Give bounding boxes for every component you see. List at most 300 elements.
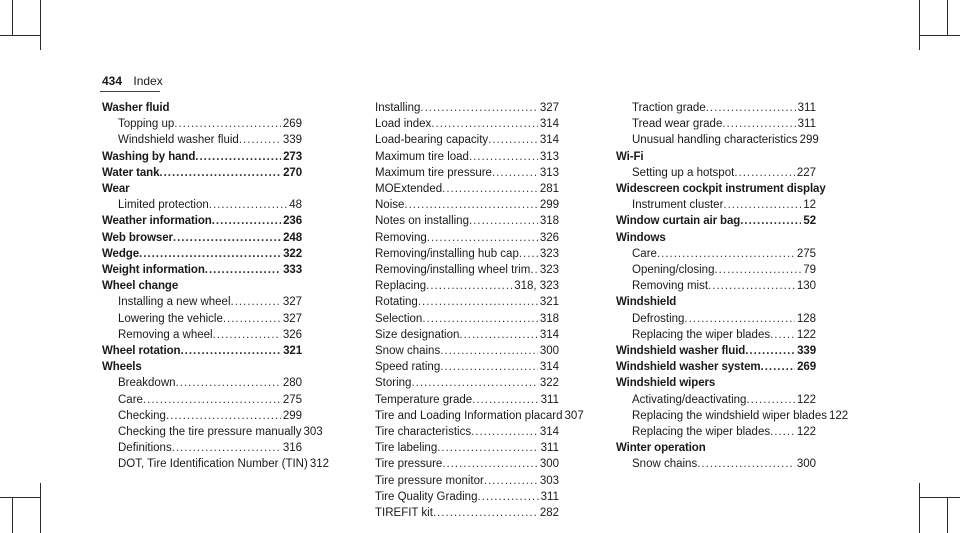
index-term: Removing	[375, 231, 427, 244]
dot-leader	[519, 246, 538, 262]
dot-leader	[180, 343, 281, 359]
index-term: Breakdown	[118, 377, 176, 390]
dot-leader	[431, 116, 538, 132]
index-subentry[interactable]	[359, 473, 559, 489]
page-reference[interactable]: 326	[539, 231, 559, 244]
crop-mark-bl-h	[0, 497, 40, 498]
dot-leader	[723, 197, 801, 213]
index-term: Widescreen cockpit instrument display	[616, 183, 826, 196]
dot-leader	[172, 440, 281, 456]
index-heading[interactable]	[102, 343, 302, 359]
index-term: Wedge	[102, 247, 139, 260]
dot-leader	[159, 165, 281, 181]
crop-mark-tl-v2	[12, 0, 13, 35]
index-subentry[interactable]	[616, 311, 816, 327]
page-reference[interactable]: 327	[282, 312, 302, 325]
index-subentry[interactable]	[359, 165, 559, 181]
page-reference[interactable]: 318, 323	[514, 280, 559, 293]
page-reference[interactable]: 333	[283, 264, 302, 277]
index-subentry[interactable]	[616, 392, 816, 408]
page-reference[interactable]: 128	[796, 312, 816, 325]
page-reference[interactable]: 322	[539, 377, 559, 390]
page-reference[interactable]: 323	[539, 264, 559, 277]
page-reference[interactable]: 321	[283, 345, 302, 358]
index-subentry[interactable]	[102, 392, 302, 408]
index-term: Selection	[375, 312, 423, 325]
crop-mark-tr-v	[919, 0, 920, 50]
index-entry	[616, 294, 816, 343]
index-term: Defrosting	[632, 312, 685, 325]
index-term: Tire labeling	[375, 442, 438, 455]
index-term: Windshield washer fluid	[616, 345, 746, 358]
dot-leader	[433, 505, 538, 521]
index-term: Topping up	[118, 118, 175, 131]
index-heading[interactable]	[616, 149, 816, 165]
page-reference[interactable]: 300	[796, 458, 816, 471]
index-term: Maximum tire pressure	[375, 166, 492, 179]
index-term: Unusual handling characteristics	[632, 134, 798, 147]
dot-leader	[440, 359, 538, 375]
page-reference[interactable]: 313	[539, 166, 559, 179]
index-entry	[102, 278, 302, 343]
page-reference[interactable]: 281	[539, 183, 559, 196]
index-subentry[interactable]	[102, 327, 302, 343]
index-term: Rotating	[375, 296, 418, 309]
index-term: Wear	[102, 183, 130, 196]
page-reference[interactable]: 280	[282, 377, 302, 390]
page-reference[interactable]: 314	[539, 118, 559, 131]
dot-leader	[746, 392, 794, 408]
crop-mark-bl-v2	[12, 498, 13, 533]
index-term: Replacing the wiper blades	[632, 426, 771, 439]
index-heading[interactable]	[102, 230, 302, 246]
dot-leader	[684, 311, 794, 327]
dot-leader	[442, 181, 538, 197]
index-subentry[interactable]	[616, 246, 816, 262]
page-reference[interactable]: 314	[539, 426, 559, 439]
index-term: TIREFIT kit	[375, 507, 433, 520]
dot-leader	[420, 100, 537, 116]
page-reference[interactable]: 299	[282, 409, 302, 422]
index-subentry[interactable]	[359, 456, 559, 472]
index-term: Replacing the wiper blades	[632, 328, 771, 341]
page-reference[interactable]: 130	[796, 280, 816, 293]
dot-leader	[411, 375, 537, 391]
index-entry	[616, 100, 819, 149]
index-term: Removing a wheel	[118, 328, 213, 341]
index-entry	[616, 359, 816, 375]
index-subentry[interactable]	[616, 424, 816, 440]
page-reference[interactable]: 303	[303, 426, 323, 439]
page-reference[interactable]: 227	[796, 166, 816, 179]
index-heading[interactable]	[102, 149, 302, 165]
index-term: Windshield washer system	[616, 361, 761, 374]
index-heading[interactable]	[102, 181, 302, 197]
index-entry	[102, 230, 302, 246]
index-term: Washing by hand	[102, 150, 196, 163]
index-entry	[616, 375, 849, 440]
page-reference[interactable]: 321	[539, 296, 559, 309]
page-reference[interactable]: 275	[282, 393, 302, 406]
index-term: Storing	[375, 377, 412, 390]
index-entry	[102, 213, 302, 229]
page-reference[interactable]: 122	[796, 393, 816, 406]
page-reference[interactable]: 318	[539, 215, 559, 228]
index-column-3	[616, 100, 849, 473]
dot-leader	[745, 343, 795, 359]
index-term: Tire pressure monitor	[375, 474, 484, 487]
dot-leader	[195, 149, 281, 165]
page-reference[interactable]: 312	[309, 458, 329, 471]
page-reference[interactable]: 236	[283, 215, 302, 228]
index-term: Noise	[375, 199, 405, 212]
page-reference[interactable]: 273	[283, 150, 302, 163]
page-reference[interactable]: 323	[539, 247, 559, 260]
index-term: Removing mist	[632, 280, 709, 293]
page-reference[interactable]: 311	[797, 102, 816, 114]
index-term: Instrument cluster	[632, 199, 724, 212]
crop-mark-br-v2	[947, 498, 948, 533]
index-column-2	[359, 100, 584, 521]
dot-leader	[472, 392, 538, 408]
page-reference[interactable]: 300	[539, 458, 559, 471]
crop-mark-bl-v	[40, 483, 41, 533]
index-subentry[interactable]	[359, 197, 559, 213]
index-subentry[interactable]	[102, 294, 302, 310]
index-heading[interactable]	[102, 278, 302, 294]
page-reference[interactable]: 79	[803, 264, 816, 277]
page-reference[interactable]: 275	[796, 247, 816, 260]
index-subentry[interactable]	[616, 165, 816, 181]
index-term: Tire Quality Grading	[375, 490, 478, 503]
index-term: Replacing	[375, 280, 427, 293]
index-subentry[interactable]	[359, 213, 559, 229]
index-entry	[616, 343, 816, 359]
index-subentry[interactable]	[102, 311, 302, 327]
index-subentry[interactable]	[359, 246, 559, 262]
index-heading[interactable]	[102, 165, 302, 181]
index-term: Window curtain air bag	[616, 215, 741, 228]
page-reference[interactable]: 269	[797, 361, 816, 374]
index-entry	[616, 440, 816, 472]
dot-leader	[139, 246, 281, 262]
dot-leader	[174, 116, 281, 132]
index-subentry[interactable]	[616, 278, 816, 294]
index-term: DOT, Tire Identification Number (TIN)	[118, 458, 308, 471]
index-subentry[interactable]	[359, 505, 559, 521]
index-term: Speed rating	[375, 361, 441, 374]
index-term: Installing a new wheel	[118, 296, 231, 309]
dot-leader	[176, 375, 281, 391]
page-reference[interactable]: 300	[539, 345, 559, 358]
dot-leader	[459, 327, 537, 343]
index-entry	[102, 165, 302, 181]
dot-leader	[657, 246, 795, 262]
dot-leader	[173, 230, 281, 246]
page-reference[interactable]: 339	[797, 345, 816, 358]
dot-leader	[239, 132, 281, 148]
index-term: Lowering the vehicle	[118, 312, 223, 325]
dot-leader	[440, 343, 538, 359]
index-subentry[interactable]	[359, 343, 559, 359]
index-term: Snow chains	[375, 345, 441, 358]
index-term: Windshield	[616, 296, 677, 309]
dot-leader	[714, 262, 801, 278]
index-subentry[interactable]	[359, 278, 559, 294]
crop-mark-tl-v	[40, 0, 41, 50]
page-reference[interactable]: 326	[282, 328, 302, 341]
page-reference[interactable]: 122	[796, 328, 816, 341]
index-subentry[interactable]	[616, 197, 816, 213]
page-reference[interactable]: 303	[539, 474, 559, 487]
dot-leader	[770, 424, 795, 440]
index-term: Weather information	[102, 215, 212, 228]
dot-leader	[427, 230, 538, 246]
index-term: Windshield wipers	[616, 377, 716, 390]
index-entry	[359, 100, 584, 521]
index-term: Notes on installing	[375, 215, 469, 228]
page-reference[interactable]: 313	[539, 150, 559, 163]
dot-leader	[471, 424, 538, 440]
page-reference[interactable]: 316	[282, 442, 302, 455]
page-reference[interactable]: 122	[828, 409, 849, 422]
index-heading[interactable]	[102, 246, 302, 262]
index-heading[interactable]	[616, 181, 826, 197]
dot-leader	[530, 262, 538, 278]
index-heading[interactable]	[616, 359, 816, 375]
index-heading[interactable]	[616, 440, 816, 456]
index-subentry[interactable]	[102, 456, 329, 472]
index-subentry[interactable]	[616, 408, 849, 424]
index-term: Temperature grade	[375, 393, 473, 406]
index-term: Traction grade	[632, 102, 706, 114]
index-term: Checking the tire pressure manually	[118, 426, 302, 439]
index-term: Care	[632, 247, 657, 260]
index-entry	[616, 230, 816, 295]
page-reference[interactable]: 299	[799, 134, 819, 147]
index-term: Snow chains	[632, 458, 698, 471]
page-reference[interactable]: 270	[283, 166, 302, 179]
index-term: Activating/deactivating	[632, 393, 747, 406]
dot-leader	[437, 440, 538, 456]
index-heading[interactable]	[616, 343, 816, 359]
index-subentry[interactable]	[616, 327, 816, 343]
dot-leader	[488, 132, 538, 148]
index-subentry[interactable]	[102, 132, 302, 148]
page-reference[interactable]: 322	[283, 247, 302, 260]
index-heading[interactable]	[102, 262, 302, 278]
dot-leader	[706, 100, 796, 116]
page-header	[102, 74, 163, 88]
page-reference[interactable]: 299	[539, 199, 559, 212]
index-subentry[interactable]	[616, 456, 816, 472]
index-term: Web browser	[102, 231, 173, 244]
index-heading[interactable]	[616, 375, 816, 391]
crop-mark-br-h	[920, 497, 960, 498]
index-entry	[102, 149, 302, 165]
index-term: Tire and Loading Information placard	[375, 409, 563, 422]
page-reference[interactable]: 48	[289, 199, 302, 212]
page-reference[interactable]: 282	[539, 507, 559, 520]
index-subentry[interactable]	[102, 197, 302, 213]
index-heading[interactable]	[102, 100, 302, 116]
dot-leader	[492, 165, 538, 181]
index-term: Care	[118, 393, 143, 406]
index-term: Setting up a hotspot	[632, 166, 735, 179]
dot-leader	[209, 197, 287, 213]
page-reference[interactable]: 269	[282, 118, 302, 131]
index-subentry[interactable]	[359, 262, 559, 278]
index-subentry[interactable]	[102, 440, 302, 456]
index-entry	[102, 359, 329, 472]
index-term: Tread wear grade	[632, 118, 723, 131]
page-reference[interactable]: 311	[540, 490, 559, 503]
page-reference[interactable]: 52	[803, 215, 816, 228]
index-subentry[interactable]	[359, 132, 559, 148]
index-subentry[interactable]	[359, 181, 559, 197]
dot-leader	[143, 392, 281, 408]
section-title: Index	[133, 74, 163, 88]
dot-leader	[770, 327, 795, 343]
index-subentry[interactable]	[616, 100, 816, 116]
index-term: Size designation	[375, 328, 460, 341]
page-reference[interactable]: 311	[540, 442, 559, 455]
page-reference[interactable]: 307	[564, 409, 584, 422]
index-subentry[interactable]	[102, 375, 302, 391]
page-reference[interactable]: 327	[539, 102, 559, 114]
index-subentry[interactable]	[102, 116, 302, 132]
index-term: Wi-Fi	[616, 150, 644, 163]
page-reference[interactable]: 339	[282, 134, 302, 147]
dot-leader	[223, 311, 281, 327]
index-subentry[interactable]	[616, 262, 816, 278]
index-subentry[interactable]	[616, 132, 819, 148]
dot-leader	[740, 213, 801, 229]
dot-leader	[484, 473, 538, 489]
index-entry	[102, 262, 302, 278]
dot-leader	[166, 408, 281, 424]
dot-leader	[477, 489, 538, 505]
page-reference[interactable]: 311	[797, 118, 816, 131]
index-term: Removing/installing hub cap	[375, 247, 519, 260]
index-term: Replacing the windshield wiper blades	[632, 409, 827, 422]
index-term: MOExtended	[375, 183, 443, 196]
index-term: Removing/installing wheel trim	[375, 264, 531, 277]
page-reference[interactable]: 314	[539, 328, 559, 341]
index-heading[interactable]	[616, 294, 816, 310]
dot-leader	[205, 262, 281, 278]
page-reference[interactable]: 12	[803, 199, 816, 212]
index-entry	[616, 149, 816, 181]
crop-mark-tl-h	[0, 35, 40, 36]
index-subentry[interactable]	[359, 489, 559, 505]
page-reference[interactable]: 248	[283, 231, 302, 244]
dot-leader	[761, 359, 796, 375]
index-term: Tire characteristics	[375, 426, 472, 439]
index-term: Opening/closing	[632, 264, 715, 277]
page-reference[interactable]: 314	[539, 361, 559, 374]
index-subentry[interactable]	[359, 294, 559, 310]
index-term: Wheel rotation	[102, 345, 181, 358]
index-entry	[616, 181, 826, 213]
index-subentry[interactable]	[359, 424, 559, 440]
index-subentry[interactable]	[359, 327, 559, 343]
page-reference[interactable]: 122	[796, 426, 816, 439]
index-entry	[102, 246, 302, 262]
index-term: Windows	[616, 231, 666, 244]
dot-leader	[722, 116, 795, 132]
header-rule	[100, 91, 160, 92]
crop-mark-tr-h	[920, 35, 960, 36]
dot-leader	[426, 278, 512, 294]
index-entry	[616, 213, 816, 229]
page-reference[interactable]: 318	[539, 312, 559, 325]
dot-leader	[697, 456, 795, 472]
index-term: Limited protection	[118, 199, 209, 212]
dot-leader	[469, 213, 538, 229]
index-term: Wheel change	[102, 280, 179, 293]
index-term: Winter operation	[616, 442, 706, 455]
crop-mark-br-v	[919, 483, 920, 533]
index-subentry[interactable]	[102, 408, 302, 424]
index-subentry[interactable]	[359, 375, 559, 391]
index-subentry[interactable]	[359, 230, 559, 246]
dot-leader	[418, 294, 538, 310]
index-term: Water tank	[102, 166, 160, 179]
index-term: Load-bearing capacity	[375, 134, 489, 147]
dot-leader	[422, 311, 538, 327]
index-subentry[interactable]	[102, 424, 323, 440]
index-term: Definitions	[118, 442, 172, 455]
page-reference[interactable]: 311	[540, 393, 559, 406]
index-term: Weight information	[102, 264, 205, 277]
index-subentry[interactable]	[359, 440, 559, 456]
index-subentry[interactable]	[359, 408, 584, 424]
page-number: 434	[102, 74, 123, 88]
dot-leader	[469, 149, 538, 165]
index-entry	[102, 181, 302, 213]
index-term: Maximum tire load	[375, 150, 469, 163]
index-term: Installing	[375, 102, 421, 114]
dot-leader	[442, 456, 537, 472]
index-subentry[interactable]	[359, 100, 559, 116]
page-reference[interactable]: 327	[282, 296, 302, 309]
index-subentry[interactable]	[359, 149, 559, 165]
dot-leader	[404, 197, 537, 213]
dot-leader	[213, 327, 281, 343]
index-heading[interactable]	[616, 230, 816, 246]
index-heading[interactable]	[102, 213, 302, 229]
crop-mark-tr-v2	[947, 0, 948, 35]
index-subentry[interactable]	[359, 311, 559, 327]
index-column-1	[102, 100, 329, 473]
index-heading[interactable]	[102, 359, 302, 375]
index-term: Load index	[375, 118, 432, 131]
index-subentry[interactable]	[359, 392, 559, 408]
index-entry	[102, 343, 302, 359]
index-term: Wheels	[102, 361, 142, 374]
dot-leader	[231, 294, 281, 310]
index-subentry[interactable]	[359, 116, 559, 132]
index-heading[interactable]	[616, 213, 816, 229]
index-term: Washer fluid	[102, 102, 170, 114]
dot-leader	[212, 213, 281, 229]
index-subentry[interactable]	[616, 116, 816, 132]
index-subentry[interactable]	[359, 359, 559, 375]
index-term: Checking	[118, 409, 166, 422]
page-reference[interactable]: 314	[539, 134, 559, 147]
dot-leader	[708, 278, 795, 294]
